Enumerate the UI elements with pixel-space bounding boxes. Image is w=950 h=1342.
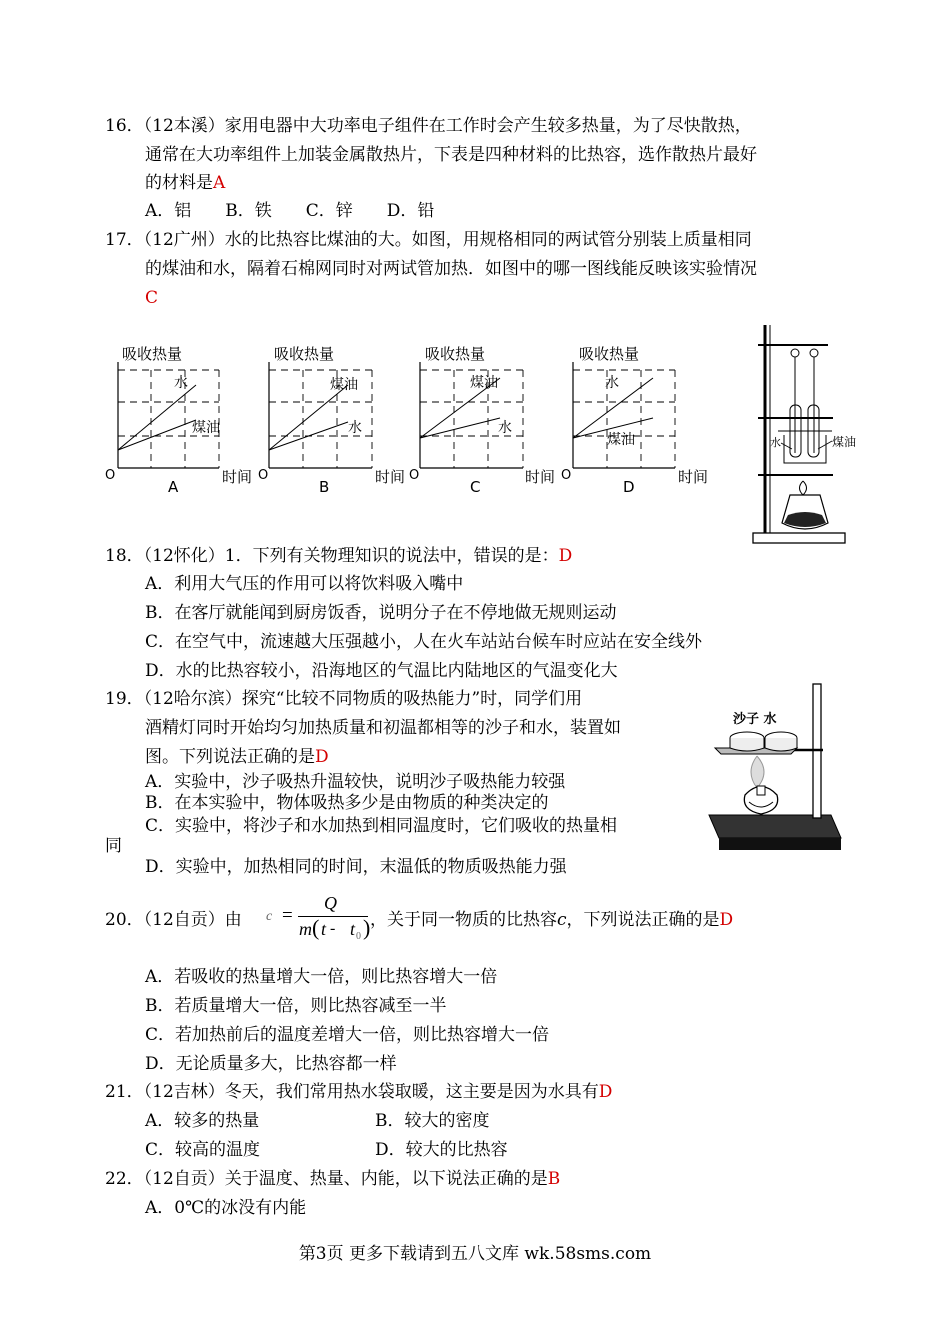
q16-line1: 16．（12本溪）家用电器中大功率电子组件在工作时会产生较多热量，为了尽快散热，: [105, 116, 752, 136]
q21-option-a: A．较多的热量: [145, 1111, 260, 1131]
graph-b-xlabel: 时间: [375, 468, 406, 486]
q17-graphs: [100, 340, 840, 500]
q19-line1: 19．（12哈尔滨）探究“比较不同物质的吸热能力”时，同学们用: [105, 689, 583, 709]
graph-d-kerosene-label: 煤油: [607, 432, 635, 448]
apparatus-water-label: 水: [770, 436, 781, 449]
q19-line3: [145, 747, 329, 767]
graph-d-origin: O: [561, 468, 572, 483]
q16-answer: A: [213, 173, 226, 193]
graph-d-letter: D: [623, 478, 635, 496]
q17-line1: 17．（12广州）水的比热容比煤油的大。如图，用规格相同的两试管分别装上质量相同: [105, 230, 752, 250]
q20-option-a: A．若吸收的热量增大一倍，则比热容增大一倍: [145, 967, 498, 987]
q19-stem-end: 图。下列说法正确的是: [145, 747, 315, 767]
q20-line1-rest: [370, 910, 733, 930]
q19-option-b: B．在本实验中，物体吸热多少是由物质的种类决定的: [145, 793, 549, 813]
graph-a-origin: O: [105, 468, 116, 483]
q17-answer: C: [145, 288, 159, 308]
q19-fig-label: 沙子 水: [733, 712, 777, 727]
q19-option-a: A．实验中，沙子吸热升温较快，说明沙子吸热能力较强: [145, 772, 566, 792]
graph-d-water-label: 水: [605, 375, 619, 391]
q20-option-c: C．若加热前后的温度差增大一倍，则比热容增大一倍: [145, 1025, 550, 1045]
q22-answer: B: [547, 1169, 561, 1189]
formula-c: c: [266, 909, 273, 924]
q20-line1: [105, 910, 242, 930]
q21-option-d: D．较大的比热容: [375, 1140, 508, 1160]
q16-line2: 通常在大功率组件上加装金属散热片，下表是四种材料的比热容，选作散热片最好: [145, 145, 757, 165]
q22-line1: [105, 1169, 560, 1189]
q19-option-d: D．实验中，加热相同的时间，末温低的物质吸热能力强: [145, 857, 567, 877]
apparatus-kerosene-label: 煤油: [832, 435, 857, 449]
page-footer: 第3页 更多下载请到五八文库 wk.58sms.com: [298, 1244, 652, 1264]
q22-stem: 22．（12自贡）关于温度、热量、内能，以下说法正确的是: [105, 1169, 548, 1189]
graph-a-ylabel: 吸收热量: [122, 345, 183, 363]
q22-option-a: A．0℃的冰没有内能: [145, 1198, 307, 1218]
q20-answer: D: [719, 910, 734, 930]
graph-d: [561, 345, 708, 496]
formula-minus: -: [326, 920, 340, 937]
graph-b: [258, 345, 405, 496]
graph-c-origin: O: [409, 468, 420, 483]
graph-a-letter: A: [168, 478, 179, 496]
graph-a-water-label: 水: [174, 375, 188, 391]
graph-c-water-label: 水: [498, 420, 512, 436]
graph-b-letter: B: [319, 478, 330, 496]
q19-line2: 酒精灯同时开始均匀加热质量和初温都相等的沙子和水，装置如: [145, 718, 621, 738]
formula-t0: t: [350, 919, 356, 939]
graph-a: [105, 345, 252, 496]
formula-sub0: 0: [356, 931, 361, 942]
graph-a-xlabel: 时间: [222, 468, 253, 486]
graph-c-kerosene-label: 煤油: [470, 375, 498, 391]
q20-stem-post2: ，下列说法正确的是: [566, 910, 720, 930]
q21-option-b: B．较大的密度: [375, 1111, 490, 1131]
graph-a-kerosene-label: 煤油: [192, 420, 220, 436]
q16-stem-end: 的材料是: [145, 173, 213, 193]
graph-c-ylabel: 吸收热量: [425, 345, 486, 363]
formula-eq: =: [282, 905, 293, 926]
graph-c-xlabel: 时间: [525, 468, 556, 486]
q19-answer: D: [315, 747, 329, 767]
q19-option-c-wrap: 同: [105, 836, 122, 856]
graph-b-origin: O: [258, 468, 269, 483]
q17-apparatus: [748, 323, 868, 548]
formula-t: t: [321, 919, 327, 939]
q20-option-b: B．若质量增大一倍，则比热容减至一半: [145, 996, 447, 1016]
q18-answer: D: [558, 546, 573, 566]
graph-b-ylabel: 吸收热量: [274, 345, 335, 363]
formula-paren-close: ): [363, 915, 371, 940]
graph-d-ylabel: 吸收热量: [579, 345, 640, 363]
q18-stem: 18．（12怀化）1．下列有关物理知识的说法中，错误的是：: [105, 546, 559, 566]
q16-line3: [145, 173, 225, 193]
q21-answer: D: [598, 1082, 613, 1102]
graph-c-letter: C: [470, 478, 481, 496]
graph-d-xlabel: 时间: [678, 468, 709, 486]
q17-line2: 的煤油和水，隔着石棉网同时对两试管加热．如图中的哪一图线能反映该实验情况: [145, 259, 757, 279]
q21-line1: [105, 1082, 612, 1102]
formula-paren-open: (: [312, 915, 320, 940]
q21-option-c: C．较高的温度: [145, 1140, 261, 1160]
formula-m: m: [299, 919, 312, 939]
q18-option-c: C．在空气中，流速越大压强越小，人在火车站站台候车时应站在安全线外: [145, 632, 703, 652]
q20-stem-post: ，关于同一物质的比热容: [370, 910, 557, 930]
q16-options: A．铝 B．铁 C．锌 D．铅: [145, 201, 435, 221]
formula-numerator: Q: [324, 893, 337, 913]
q20-option-d: D．无论质量多大，比热容都一样: [145, 1054, 397, 1074]
q20-var-c: c: [557, 910, 567, 930]
q19-apparatus: [705, 680, 845, 855]
q20-stem-pre: 20．（12自贡）由: [105, 910, 242, 930]
q19-option-c: C．实验中，将沙子和水加热到相同温度时，它们吸收的热量相: [145, 816, 618, 836]
q18-option-d: D．水的比热容较小，沿海地区的气温比内陆地区的气温变化大: [145, 661, 618, 681]
q20-formula: [266, 893, 376, 945]
q18-option-b: B．在客厅就能闻到厨房饭香，说明分子在不停地做无规则运动: [145, 603, 617, 623]
formula-fraction-bar: [298, 916, 368, 917]
q18-option-a: A．利用大气压的作用可以将饮料吸入嘴中: [145, 574, 464, 594]
q18-line1: [105, 546, 572, 566]
graph-c: [409, 345, 555, 496]
graph-b-kerosene-label: 煤油: [330, 377, 358, 393]
q21-stem: 21．（12吉林）冬天，我们常用热水袋取暖，这主要是因为水具有: [105, 1082, 599, 1102]
graph-b-water-label: 水: [348, 420, 362, 436]
